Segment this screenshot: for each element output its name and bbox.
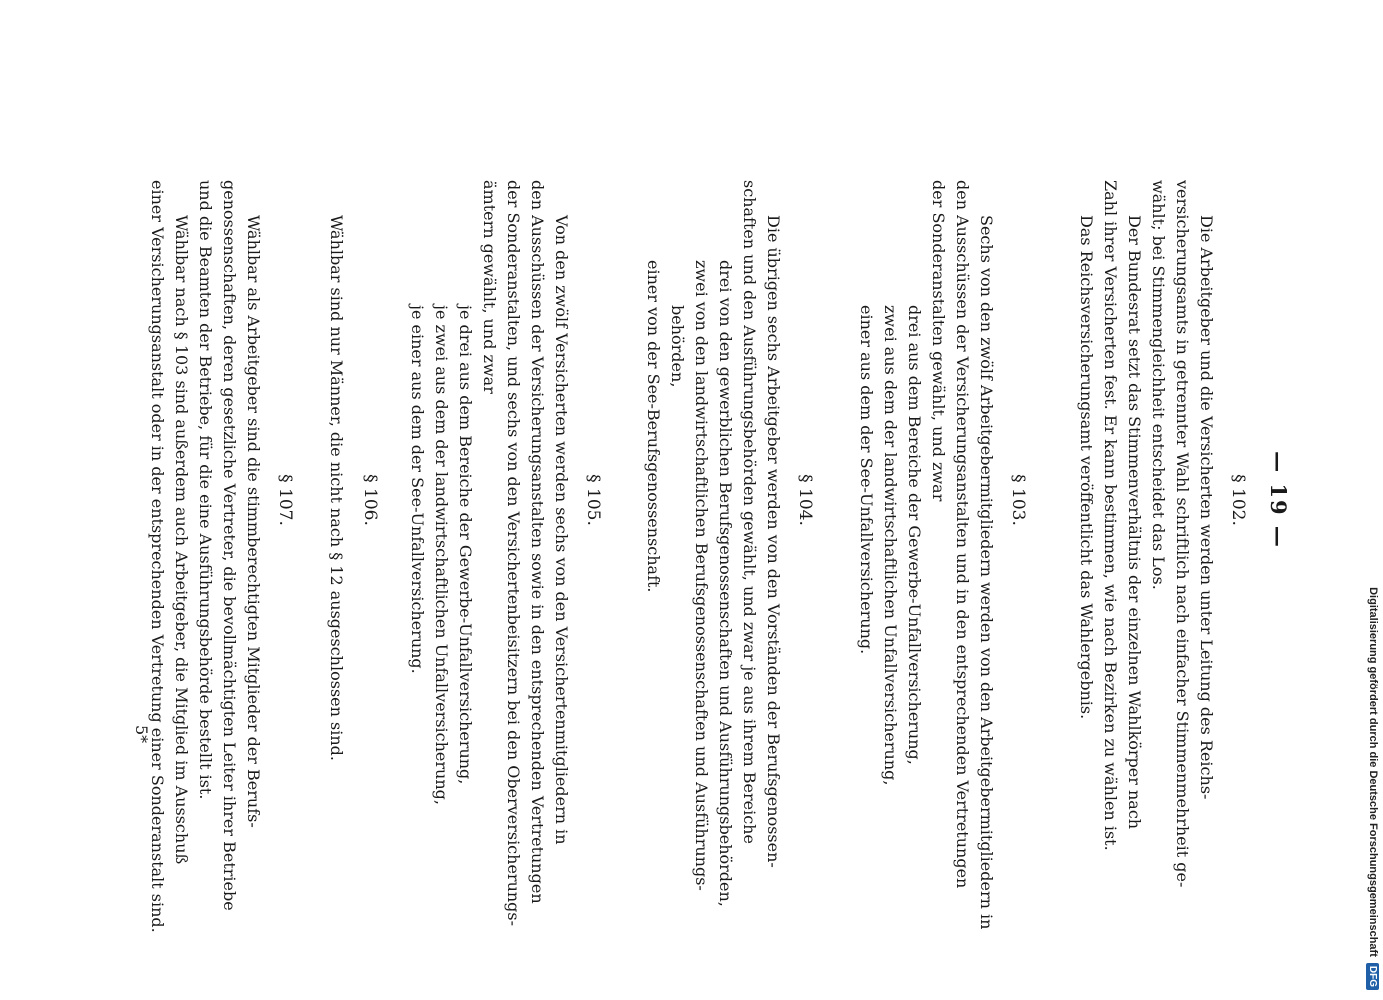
- paragraph-line: zwei von den landwirtschaftlichen Berufsgenossenschaften und Ausführungs-: [692, 260, 711, 891]
- paragraph-line: Das Reichsversicherungsamt veröffentlicht das Wahlergebnis.: [1077, 215, 1096, 720]
- paragraph-line: drei aus dem Bereiche der Gewerbe-Unfallversicherung,: [905, 305, 924, 765]
- paragraph-line: je einer aus dem der See-Unfallversicherung.: [408, 305, 427, 674]
- section-heading-107: § 107.: [275, 474, 295, 526]
- paragraph-line: Wählbar nach § 103 sind außerdem auch Arbeitgeber, die Mitglied im Ausschuß: [172, 215, 191, 865]
- paragraph-line: einer aus dem der See-Unfallversicherung.: [857, 305, 876, 655]
- paragraph-line: der Sonderanstalten gewählt, und zwar: [929, 180, 948, 502]
- signature-mark: 5*: [132, 725, 151, 744]
- paragraph-line: drei von den gewerblichen Berufsgenossenschaften und Ausführungsbehörden,: [716, 260, 735, 907]
- paragraph-line: Die übrigen sechs Arbeitgeber werden von den Vorständen der Berufsgenossen-: [764, 215, 783, 868]
- paragraph-line: und die Beamten der Betriebe, für die eine Ausführungsbehörde bestellt ist.: [196, 180, 215, 800]
- paragraph-line: je drei aus dem Bereiche der Gewerbe-Unfallversicherung,: [456, 305, 475, 785]
- paragraph-line: der Sonderanstalten, und sechs von den Versichertenbeisitzern bei den Oberversicherungs-: [504, 180, 523, 927]
- paragraph-line: je zwei aus dem der landwirtschaftlichen Unfallversicherung,: [432, 305, 451, 805]
- paragraph-line: Die Arbeitgeber und die Versicherten werden unter Leitung des Reichs-: [1197, 215, 1216, 800]
- paragraph-line: den Ausschüssen der Versicherungsanstalten sowie in den entsprechenden Vertretungen: [528, 180, 547, 904]
- funding-note: Digitalisierung gefördert durch die Deutsche Forschungsgemeinschaft: [1367, 587, 1379, 957]
- paragraph-line: einer Versicherungsanstalt oder in der entsprechenden Vertretung einer Sonderanstalt sind.: [148, 180, 167, 933]
- paragraph-line: versicherungsamts in getrennter Wahl schriftlich nach einfacher Stimmenmehrheit ge-: [1173, 180, 1192, 888]
- paragraph-line: schaften und den Ausführungsbehörden gewählt, und zwar je aus ihrem Bereiche: [740, 180, 759, 844]
- section-heading-102: § 102.: [1228, 474, 1248, 526]
- dfg-footer: [1360, 10, 1383, 990]
- paragraph-line: Der Bundesrat setzt das Stimmenverhältnis der einzelnen Wahlkörper nach: [1125, 215, 1144, 830]
- section-heading-104: § 104.: [795, 474, 815, 526]
- paragraph-line: behörden,: [668, 305, 687, 388]
- paragraph-line: ämtern gewählt, und zwar: [480, 180, 499, 394]
- paragraph-line: Wählbar sind nur Männer, die nicht nach § 12 ausgeschlossen sind.: [327, 215, 346, 761]
- dfg-logo: DFG: [1367, 963, 1380, 990]
- paragraph-line: den Ausschüssen der Versicherungsanstalten und in den entsprechenden Vertretungen: [953, 180, 972, 889]
- paragraph-line: einer von der See-Berufsgenossenschaft.: [644, 260, 663, 593]
- paragraph-line: Sechs von den zwölf Arbeitgebermitgliedern werden von den Arbeitgebermitgliedern in: [977, 215, 996, 930]
- paragraph-line: genossenschaften, deren gesetzliche Vertreter, die bevollmächtigten Leiter ihrer Betriebe: [220, 180, 239, 911]
- paragraph-line: Zahl ihrer Versicherten fest. Er kann bestimmen, wie nach Bezirken zu wählen ist.: [1101, 180, 1120, 851]
- page-number: — 19 —: [1266, 451, 1291, 549]
- section-heading-103: § 103.: [1008, 474, 1028, 526]
- paragraph-line: zwei aus dem der landwirtschaftlichen Unfallversicherung,: [881, 305, 900, 786]
- section-heading-106: § 106.: [360, 474, 380, 526]
- paragraph-line: wählt; bei Stimmengleichheit entscheidet das Los.: [1149, 180, 1168, 590]
- paragraph-line: Wählbar als Arbeitgeber sind die stimmberechtigten Mitglieder der Berufs-: [244, 215, 263, 828]
- section-heading-105: § 105.: [583, 474, 603, 526]
- paragraph-line: Von den zwölf Versicherten werden sechs von den Versichertenmitgliedern in: [552, 215, 571, 845]
